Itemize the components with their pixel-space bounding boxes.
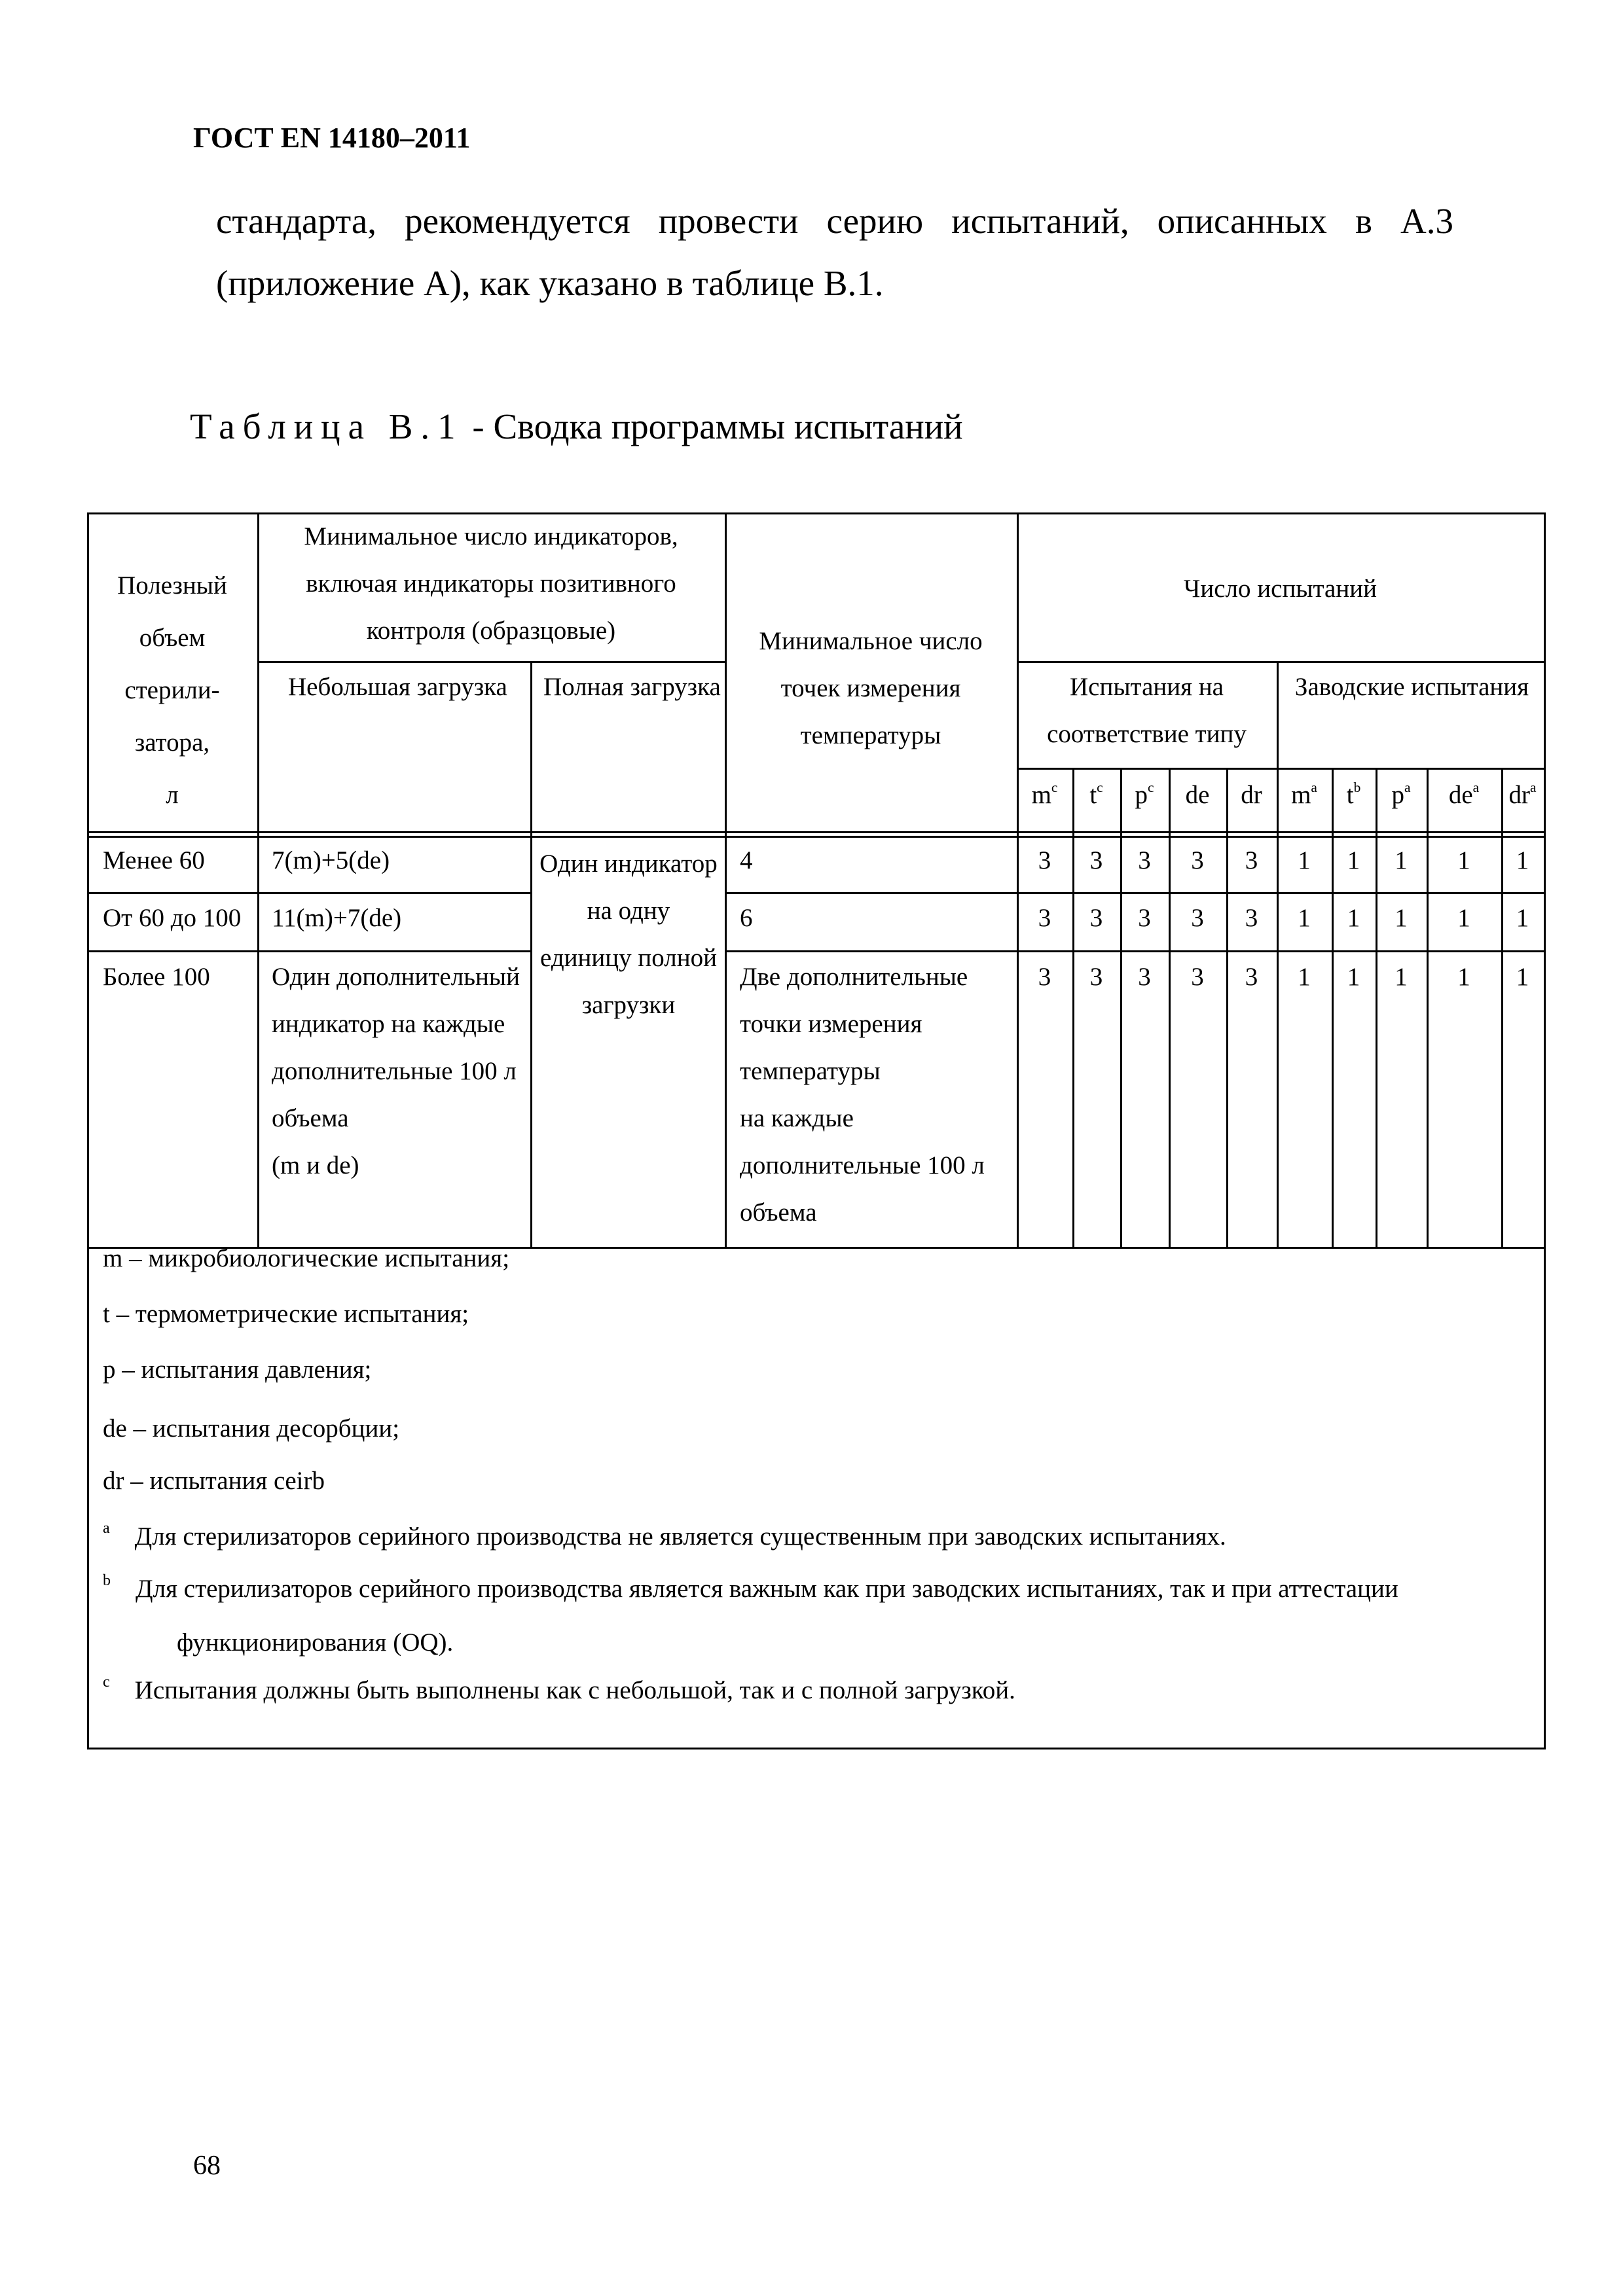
table-caption xyxy=(190,406,963,447)
row-small-load: объема xyxy=(272,1104,349,1132)
footnote-continuation: функционирования (OQ). xyxy=(177,1628,454,1657)
footnote-mark: b xyxy=(103,1572,111,1589)
row-test-count: 1 xyxy=(1457,963,1470,991)
test-subheader-p xyxy=(1120,772,1169,818)
row-test-count: 3 xyxy=(1191,963,1204,991)
test-code: p xyxy=(1391,781,1404,809)
test-code: t xyxy=(1089,781,1097,809)
row-test-count: 1 xyxy=(1347,846,1360,874)
row-test-count: 1 xyxy=(1347,904,1360,932)
row-points: Две дополнительные xyxy=(740,963,968,991)
row-points: на каждые xyxy=(740,1104,854,1132)
intro-paragraph xyxy=(216,190,1453,314)
row-small-load: дополнительные 100 л xyxy=(272,1057,517,1085)
header-bottom-rule xyxy=(87,831,1544,833)
row-small-load: (m и de) xyxy=(272,1151,359,1179)
factory-tests-header: Заводские испытания xyxy=(1294,673,1529,701)
full-load-merged-line: единицу полной xyxy=(540,944,717,972)
row-test-count: 3 xyxy=(1245,846,1258,874)
test-code: m xyxy=(1291,781,1311,809)
small-load-header: Небольшая загрузка xyxy=(288,673,507,701)
test-code: p xyxy=(1135,781,1148,809)
row-volume: Менее 60 xyxy=(103,846,205,874)
row-test-count: 3 xyxy=(1089,846,1103,874)
tests-header: Число испытаний xyxy=(1184,575,1377,603)
volume-header-line: Полезный xyxy=(117,571,227,600)
legend-item: p – испытания давления; xyxy=(103,1355,372,1384)
intro-line-2: (приложение А), как указано в таблице В.1. xyxy=(216,263,884,303)
test-subheader-dr xyxy=(1226,772,1277,818)
indicators-header-line: включая индикаторы позитивного xyxy=(306,569,676,598)
table-footnote xyxy=(103,1522,1226,1551)
row-test-count: 3 xyxy=(1191,904,1204,932)
row-small-load: Один дополнительный xyxy=(272,963,520,991)
row-test-count: 1 xyxy=(1516,963,1529,991)
footnote-mark: b xyxy=(1353,779,1361,795)
row-points: точки измерения xyxy=(740,1010,922,1038)
test-code: t xyxy=(1346,781,1354,809)
table-caption-number: Таблица В.1 xyxy=(190,406,464,446)
row-small-load: 11(m)+7(de) xyxy=(272,904,402,932)
legend-item: de – испытания десорбции; xyxy=(103,1414,400,1443)
row-test-count: 1 xyxy=(1457,846,1470,874)
row-test-count: 3 xyxy=(1245,904,1258,932)
row-test-count: 3 xyxy=(1089,904,1103,932)
row-rule xyxy=(87,950,530,952)
test-code: dr xyxy=(1241,781,1262,809)
row-test-count: 1 xyxy=(1347,963,1360,991)
footnote-mark: c xyxy=(103,1674,110,1691)
full-load-merged-line: загрузки xyxy=(581,991,676,1019)
volume-header-line: объем xyxy=(139,624,206,652)
page-number: 68 xyxy=(193,2151,221,2181)
indicators-header-line: контроля (образцовые) xyxy=(366,617,616,645)
row-test-count: 3 xyxy=(1038,904,1051,932)
points-header-line: температуры xyxy=(800,721,941,749)
test-subheader-t xyxy=(1072,772,1120,818)
footnote-text: Для стерилизаторов серийного производства является важным как при заводских испытаниях, так и при аттестации xyxy=(136,1575,1398,1603)
row-rule xyxy=(87,892,530,894)
row-test-count: 1 xyxy=(1516,904,1529,932)
header-rule xyxy=(1017,661,1544,663)
row-test-count: 3 xyxy=(1138,904,1151,932)
footnote-mark: a xyxy=(1404,779,1411,795)
row-volume: Более 100 xyxy=(103,963,210,991)
table-bottom-border xyxy=(87,1748,1546,1749)
type-tests-header-line: Испытания на xyxy=(1070,673,1224,701)
test-subheader-p xyxy=(1376,772,1427,818)
row-test-count: 1 xyxy=(1395,904,1408,932)
legend-item: dr – испытания ceirb xyxy=(103,1467,325,1495)
points-header-line: точек измерения xyxy=(780,674,961,702)
test-subheader-t xyxy=(1332,772,1376,818)
row-test-count: 1 xyxy=(1516,846,1529,874)
table-caption-title: - Сводка программы испытаний xyxy=(472,406,963,446)
volume-header-line: л xyxy=(166,781,179,809)
row-test-count: 3 xyxy=(1138,846,1151,874)
row-points: 6 xyxy=(740,904,753,932)
legend-item: m – микробиологические испытания; xyxy=(103,1244,510,1272)
row-test-count: 3 xyxy=(1089,963,1103,991)
row-points: объема xyxy=(740,1198,817,1227)
volume-header-line: стерили- xyxy=(124,676,220,704)
test-code: de xyxy=(1448,781,1473,809)
legend-item: t – термометрические испытания; xyxy=(103,1300,469,1328)
document-header: ГОСТ EN 14180–2011 xyxy=(193,122,471,154)
points-header-line: Минимальное число xyxy=(759,627,983,655)
row-test-count: 1 xyxy=(1298,846,1311,874)
row-test-count: 3 xyxy=(1038,846,1051,874)
row-small-load: 7(m)+5(de) xyxy=(272,846,390,874)
table-footnote xyxy=(103,1574,1398,1604)
header-rule xyxy=(1017,768,1544,770)
row-points: температуры xyxy=(740,1057,881,1085)
test-subheader-de xyxy=(1427,772,1501,818)
footnote-mark: c xyxy=(1147,779,1154,795)
row-rule xyxy=(725,892,1544,894)
row-volume: От 60 до 100 xyxy=(103,904,242,932)
test-code: de xyxy=(1185,781,1210,809)
row-points: 4 xyxy=(740,846,753,874)
row-test-count: 3 xyxy=(1191,846,1204,874)
test-code: m xyxy=(1031,781,1051,809)
intro-line-1: стандарта, рекомендуется провести серию испытаний, описанных в А.3 xyxy=(216,201,1453,241)
type-tests-header-line: соответствие типу xyxy=(1047,720,1247,748)
footnote-mark: a xyxy=(1472,779,1480,795)
indicators-header-line: Минимальное число индикаторов, xyxy=(304,522,678,550)
footnote-mark: c xyxy=(1051,779,1058,795)
full-load-merged-line: на одну xyxy=(587,897,670,925)
table-right-border xyxy=(1544,512,1546,1748)
table-footnote xyxy=(103,1676,1015,1705)
full-load-header: Полная загрузка xyxy=(543,673,721,701)
row-points: дополнительные 100 л xyxy=(740,1151,985,1179)
footnote-mark: a xyxy=(1311,779,1317,795)
footnote-mark: a xyxy=(103,1520,110,1537)
row-test-count: 1 xyxy=(1298,963,1311,991)
row-rule xyxy=(725,950,1544,952)
full-load-merged-line: Один индикатор xyxy=(539,850,718,878)
row-test-count: 3 xyxy=(1038,963,1051,991)
test-subheader-dr xyxy=(1501,772,1544,818)
test-code: dr xyxy=(1508,781,1530,809)
row-small-load: индикатор на каждые xyxy=(272,1010,505,1038)
footnote-mark: c xyxy=(1097,779,1103,795)
row-test-count: 1 xyxy=(1395,846,1408,874)
test-subheader-m xyxy=(1017,772,1072,818)
footnote-mark: a xyxy=(1529,779,1537,795)
row-test-count: 3 xyxy=(1245,963,1258,991)
volume-header-line: затора, xyxy=(134,728,210,757)
footnote-text: Испытания должны быть выполнены как с небольшой, так и с полной загрузкой. xyxy=(134,1676,1015,1704)
row-test-count: 1 xyxy=(1395,963,1408,991)
header-rule xyxy=(257,661,725,663)
test-subheader-m xyxy=(1277,772,1332,818)
row-test-count: 1 xyxy=(1298,904,1311,932)
test-subheader-de xyxy=(1169,772,1226,818)
row-test-count: 1 xyxy=(1457,904,1470,932)
footnote-text: Для стерилизаторов серийного производства не является существенным при заводских испытаниях. xyxy=(134,1522,1226,1551)
row-test-count: 3 xyxy=(1138,963,1151,991)
